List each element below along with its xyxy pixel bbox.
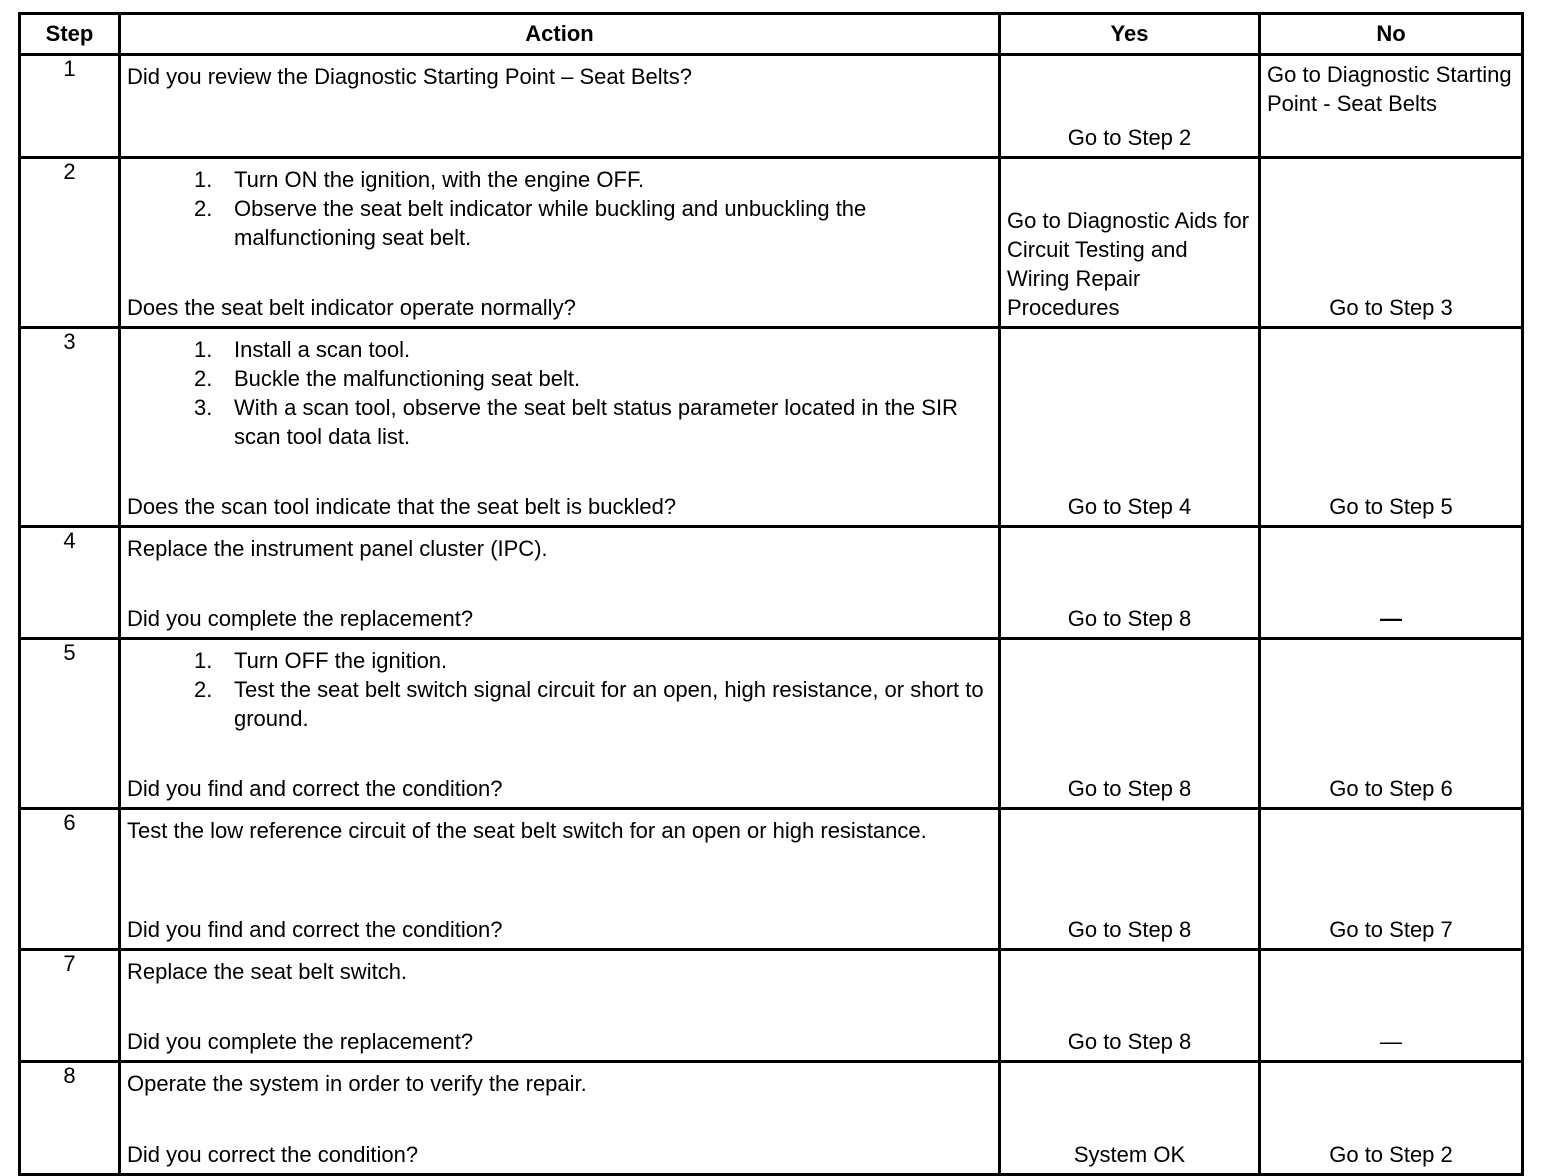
action-cell bbox=[120, 950, 1000, 1062]
list-item-number bbox=[127, 165, 234, 194]
no-cell bbox=[1260, 950, 1523, 1062]
no-result: Go to Step 5 bbox=[1329, 494, 1453, 519]
action-question: Did you correct the condition? bbox=[127, 1142, 419, 1167]
list-item-text: Turn ON the ignition, with the engine OFF. bbox=[234, 167, 645, 192]
action-content bbox=[121, 810, 998, 948]
yes-result: Go to Step 8 bbox=[1067, 606, 1192, 631]
list-item-number-text: 1. bbox=[194, 648, 213, 673]
list-item-number-text: 3. bbox=[194, 395, 213, 420]
action-instruction: Test the low reference circuit of the seat belt switch for an open or high resistance. bbox=[127, 818, 927, 843]
action-list bbox=[127, 165, 992, 252]
yes-result: Go to Step 8 bbox=[1067, 1029, 1192, 1054]
action-top bbox=[127, 335, 992, 451]
no-result bbox=[1261, 528, 1521, 637]
action-top bbox=[127, 1069, 992, 1098]
list-item-number-text: 1. bbox=[194, 167, 213, 192]
table-row bbox=[20, 809, 1523, 950]
list-item bbox=[127, 364, 992, 393]
action-content bbox=[121, 159, 998, 326]
list-item-number bbox=[127, 393, 234, 451]
yes-cell bbox=[1000, 950, 1260, 1062]
no-result-dash: — bbox=[1380, 1029, 1402, 1054]
list-item bbox=[127, 675, 992, 733]
action-cell bbox=[120, 809, 1000, 950]
action-top bbox=[127, 646, 992, 733]
table-row bbox=[20, 639, 1523, 809]
yes-result: Go to Step 4 bbox=[1067, 494, 1192, 519]
yes-result: Go to Step 8 bbox=[1067, 776, 1192, 801]
action-question: Does the seat belt indicator operate normally? bbox=[127, 295, 576, 320]
action-instruction: Replace the instrument panel cluster (IPC). bbox=[127, 536, 548, 561]
list-item-text: Buckle the malfunctioning seat belt. bbox=[234, 366, 581, 391]
action-cell bbox=[120, 639, 1000, 809]
list-item-number-text: 2. bbox=[194, 196, 213, 221]
yes-result: Go to Step 8 bbox=[1067, 917, 1192, 942]
yes-cell bbox=[1000, 55, 1260, 158]
table-row bbox=[20, 328, 1523, 527]
action-content bbox=[121, 329, 998, 525]
action-cell bbox=[120, 55, 1000, 158]
list-item bbox=[127, 646, 992, 675]
list-item-text: Turn OFF the ignition. bbox=[234, 648, 448, 673]
header-yes: Yes bbox=[1000, 14, 1260, 55]
list-item bbox=[127, 194, 992, 252]
step-number: 2 bbox=[20, 158, 120, 328]
step-number: 5 bbox=[20, 639, 120, 809]
list-item-text: With a scan tool, observe the seat belt status parameter located in the SIR scan tool data list. bbox=[234, 395, 958, 449]
no-cell bbox=[1260, 158, 1523, 328]
header-row bbox=[20, 14, 1523, 55]
step-number: 8 bbox=[20, 1062, 120, 1175]
list-item-number-text: 1. bbox=[194, 337, 213, 362]
list-item-number-text: 2. bbox=[194, 366, 213, 391]
step-number: 7 bbox=[20, 950, 120, 1062]
action-content bbox=[121, 56, 998, 156]
action-list bbox=[127, 335, 992, 451]
header-no: No bbox=[1260, 14, 1523, 55]
list-item-number-text: 2. bbox=[194, 677, 213, 702]
yes-result: Go to Diagnostic Aids for Circuit Testing and Wiring Repair Procedures bbox=[1007, 208, 1250, 320]
no-result: Go to Step 2 bbox=[1329, 1142, 1453, 1167]
no-result: Go to Step 3 bbox=[1329, 295, 1453, 320]
action-top bbox=[127, 957, 992, 986]
step-number: 3 bbox=[20, 328, 120, 527]
list-item-number bbox=[127, 646, 234, 675]
no-cell bbox=[1260, 527, 1523, 639]
action-question: Does the scan tool indicate that the seat belt is buckled? bbox=[127, 494, 677, 519]
list-item-text: Install a scan tool. bbox=[234, 337, 411, 362]
yes-cell bbox=[1000, 639, 1260, 809]
no-cell bbox=[1260, 809, 1523, 950]
action-top bbox=[127, 534, 992, 563]
table-row bbox=[20, 55, 1523, 158]
action-top bbox=[127, 816, 992, 845]
action-content bbox=[121, 951, 998, 1060]
no-result: Go to Step 7 bbox=[1329, 917, 1453, 942]
yes-cell bbox=[1000, 158, 1260, 328]
table-row bbox=[20, 1062, 1523, 1175]
no-cell bbox=[1260, 55, 1523, 158]
list-item bbox=[127, 335, 992, 364]
no-cell bbox=[1260, 1062, 1523, 1175]
action-cell bbox=[120, 158, 1000, 328]
action-question: Did you find and correct the condition? bbox=[127, 776, 503, 801]
list-item bbox=[127, 393, 992, 451]
action-content bbox=[121, 528, 998, 637]
no-result: Go to Step 6 bbox=[1329, 776, 1453, 801]
list-item bbox=[127, 165, 992, 194]
action-question: Did you complete the replacement? bbox=[127, 1029, 474, 1054]
table-row bbox=[20, 950, 1523, 1062]
action-question: Did you find and correct the condition? bbox=[127, 917, 503, 942]
action-question: Did you complete the replacement? bbox=[127, 606, 474, 631]
diagnostic-table bbox=[18, 12, 1524, 1176]
yes-result: System OK bbox=[1073, 1142, 1186, 1167]
action-top bbox=[127, 62, 992, 91]
yes-result: Go to Step 2 bbox=[1067, 125, 1192, 150]
no-cell bbox=[1260, 328, 1523, 527]
no-result bbox=[1261, 951, 1521, 1060]
action-instruction: Replace the seat belt switch. bbox=[127, 959, 408, 984]
header-step: Step bbox=[20, 14, 120, 55]
action-content bbox=[121, 640, 998, 807]
action-cell bbox=[120, 328, 1000, 527]
action-content bbox=[121, 1063, 998, 1173]
action-top bbox=[127, 165, 992, 252]
list-item-number bbox=[127, 364, 234, 393]
table-row bbox=[20, 158, 1523, 328]
yes-cell bbox=[1000, 809, 1260, 950]
yes-cell bbox=[1000, 1062, 1260, 1175]
list-item-text: Test the seat belt switch signal circuit for an open, high resistance, or short to ground. bbox=[234, 677, 984, 731]
yes-cell bbox=[1000, 328, 1260, 527]
list-item-text: Observe the seat belt indicator while buckling and unbuckling the malfunctioning seat belt. bbox=[234, 196, 867, 250]
action-cell bbox=[120, 527, 1000, 639]
step-number: 4 bbox=[20, 527, 120, 639]
no-result-dash: — bbox=[1380, 606, 1402, 631]
action-cell bbox=[120, 1062, 1000, 1175]
no-cell bbox=[1260, 639, 1523, 809]
table-row bbox=[20, 527, 1523, 639]
action-list bbox=[127, 646, 992, 733]
list-item-number bbox=[127, 675, 234, 733]
header-action: Action bbox=[120, 14, 1000, 55]
action-instruction: Did you review the Diagnostic Starting Point – Seat Belts? bbox=[127, 64, 692, 89]
list-item-number bbox=[127, 335, 234, 364]
yes-cell bbox=[1000, 527, 1260, 639]
action-instruction: Operate the system in order to verify the repair. bbox=[127, 1071, 587, 1096]
step-number: 1 bbox=[20, 55, 120, 158]
list-item-number bbox=[127, 194, 234, 252]
step-number: 6 bbox=[20, 809, 120, 950]
no-result: Go to Diagnostic Starting Point - Seat Belts bbox=[1267, 62, 1512, 116]
